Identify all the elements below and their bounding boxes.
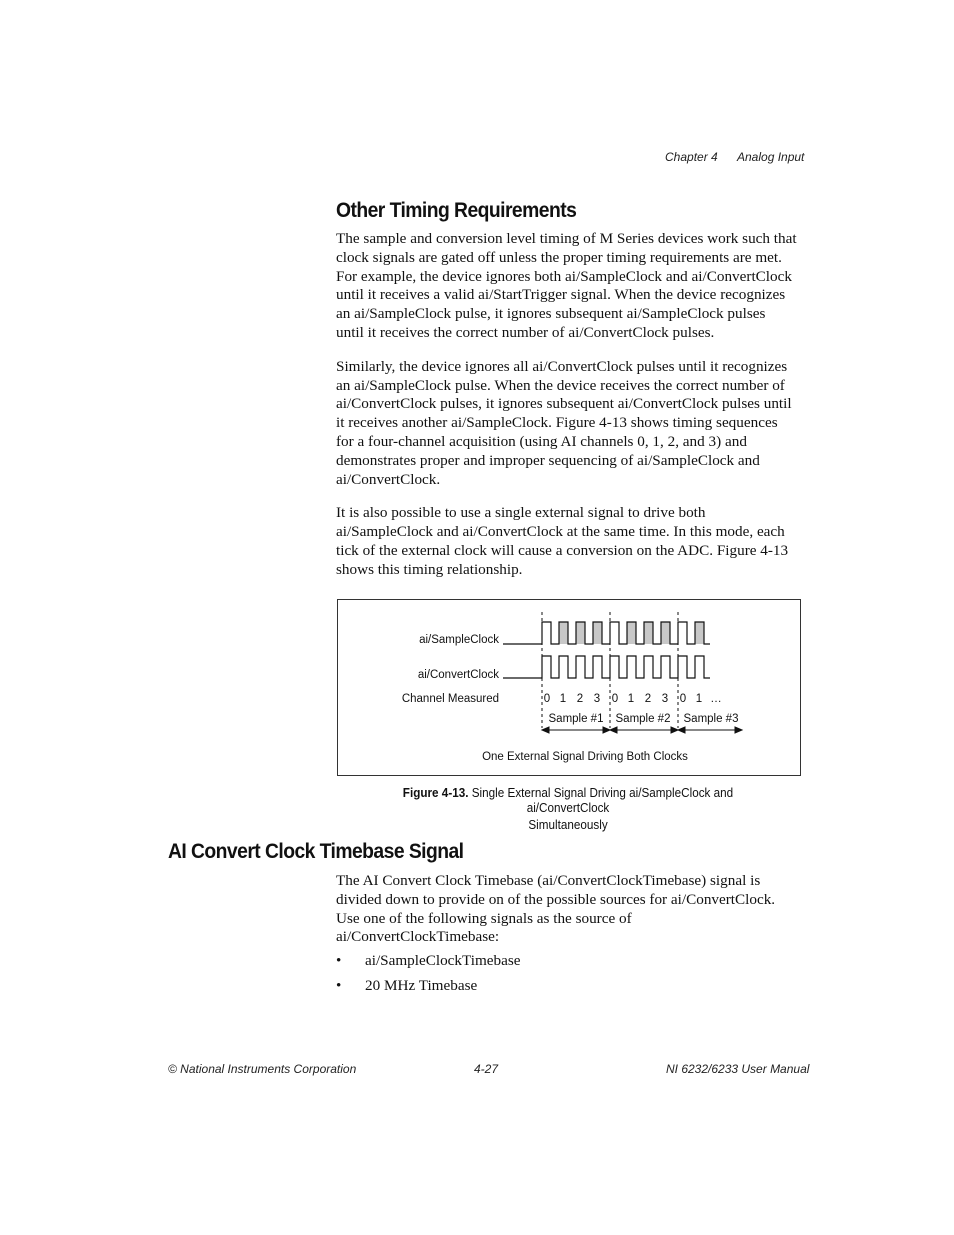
- footer-manual-title: NI 6232/6233 User Manual: [666, 1062, 810, 1076]
- text-line: demonstrates proper and improper sequencing of ai/SampleClock and: [336, 451, 760, 469]
- channel-number: …: [710, 693, 722, 705]
- text-line: until it receives a valid ai/StartTrigger signal. When the device recognizes: [336, 286, 786, 304]
- footer-copyright: © National Instruments Corporation: [168, 1062, 357, 1076]
- text-line: The sample and conversion level timing of M Series devices work such that: [336, 230, 797, 247]
- gated-pulse: [695, 622, 704, 644]
- label-sample-clock: ai/SampleClock: [419, 634, 499, 646]
- text-line: ai/ConvertClock pulses, it ignores subsequent ai/ConvertClock pulses until: [336, 395, 792, 413]
- clock-pulse-train: [503, 622, 710, 644]
- sample-label-2: Sample #2: [615, 713, 671, 725]
- text-line: shows this timing relationship.: [336, 560, 523, 578]
- paragraph-2: [336, 358, 806, 490]
- text-line: it receives another ai/SampleClock. Figure 4-13 shows timing sequences: [336, 414, 778, 432]
- section1-body: [336, 230, 806, 580]
- channel-numbers: [544, 693, 722, 705]
- convert-clock-waveform: [503, 656, 710, 678]
- sample-label-3: Sample #3: [683, 713, 739, 725]
- channel-number: 3: [593, 693, 601, 705]
- text-line: divided down to provide on of the possible sources for ai/ConvertClock.: [336, 890, 776, 908]
- section2-body: [336, 872, 806, 947]
- paragraph-1: [336, 230, 806, 343]
- gated-pulse: [593, 622, 602, 644]
- sample-clock-waveform: [503, 622, 710, 644]
- caption-line-1: [360, 785, 776, 815]
- text-line: The AI Convert Clock Timebase (ai/ConvertClockTimebase) signal is: [336, 872, 761, 889]
- running-header-section: Analog Input: [737, 150, 805, 164]
- sample-labels: [549, 713, 739, 725]
- sample-label-1: Sample #1: [548, 713, 604, 725]
- footer-page-number: 4-27: [474, 1062, 499, 1076]
- bullet-dot-icon: •: [336, 952, 342, 969]
- arrowhead: [678, 727, 685, 733]
- text-line: For example, the device ignores both ai/SampleClock and ai/ConvertClock: [336, 267, 792, 285]
- figure-bottom-label: One External Signal Driving Both Clocks: [482, 751, 688, 763]
- caption-line-2: Simultaneously: [528, 817, 608, 832]
- figure-4-13-box: [337, 599, 801, 776]
- arrowhead: [735, 727, 742, 733]
- sample-arrows: [542, 727, 742, 733]
- channel-number: 2: [644, 693, 652, 705]
- channel-number: 0: [543, 693, 551, 705]
- text-line: ai/ConvertClock.: [336, 470, 441, 488]
- figure-caption: [360, 785, 776, 832]
- bullet-text: ai/SampleClockTimebase: [365, 952, 521, 969]
- gated-pulse: [644, 622, 653, 644]
- channel-number: 1: [559, 693, 567, 705]
- text-line: It is also possible to use a single external signal to drive both: [336, 504, 706, 522]
- running-header-chapter: Chapter 4: [665, 150, 718, 164]
- timing-diagram: [338, 600, 800, 775]
- arrowhead: [610, 727, 617, 733]
- text-line: until it receives the correct number of ai/ConvertClock pulses.: [336, 323, 715, 341]
- text-line: Similarly, the device ignores all ai/ConvertClock pulses until it recognizes: [336, 357, 788, 375]
- paragraph-3: [336, 504, 806, 579]
- gated-pulse: [661, 622, 670, 644]
- section-heading-ai-convert-clock-timebase: AI Convert Clock Timebase Signal: [168, 840, 464, 863]
- channel-number: 1: [695, 693, 703, 705]
- paragraph-4: [336, 872, 806, 947]
- text-line: an ai/SampleClock pulse. When the device receives the correct number of: [336, 376, 785, 394]
- bullet-dot-icon: •: [336, 977, 342, 994]
- gated-pulse: [627, 622, 636, 644]
- gated-pulse: [576, 622, 585, 644]
- text-line: clock signals are gated off unless the proper timing requirements are met.: [336, 248, 782, 266]
- arrowhead: [542, 727, 549, 733]
- text-line: for a four-channel acquisition (using AI channels 0, 1, 2, and 3) and: [336, 432, 747, 450]
- text-line: Use one of the following signals as the source of: [336, 909, 632, 927]
- text-line: tick of the external clock will cause a conversion on the ADC. Figure 4-13: [336, 541, 789, 559]
- channel-number: 3: [661, 693, 669, 705]
- text-line: ai/SampleClock and ai/ConvertClock at the same time. In this mode, each: [336, 523, 785, 541]
- channel-number: 2: [576, 693, 584, 705]
- gated-pulse: [559, 622, 568, 644]
- label-convert-clock: ai/ConvertClock: [417, 669, 499, 681]
- channel-number: 1: [627, 693, 635, 705]
- section-heading-other-timing: Other Timing Requirements: [336, 199, 577, 222]
- caption-text: Single External Signal Driving ai/SampleClock and ai/ConvertClock: [471, 785, 734, 815]
- text-line: an ai/SampleClock pulse, it ignores subsequent ai/SampleClock pulses: [336, 305, 766, 323]
- text-line: ai/ConvertClockTimebase:: [336, 928, 500, 946]
- label-channel-measured: Channel Measured: [401, 693, 499, 705]
- channel-number: 0: [611, 693, 619, 705]
- caption-number: Figure 4-13.: [402, 785, 469, 800]
- clock-pulse-train: [503, 656, 710, 678]
- channel-number: 0: [679, 693, 687, 705]
- bullet-text: 20 MHz Timebase: [365, 977, 478, 994]
